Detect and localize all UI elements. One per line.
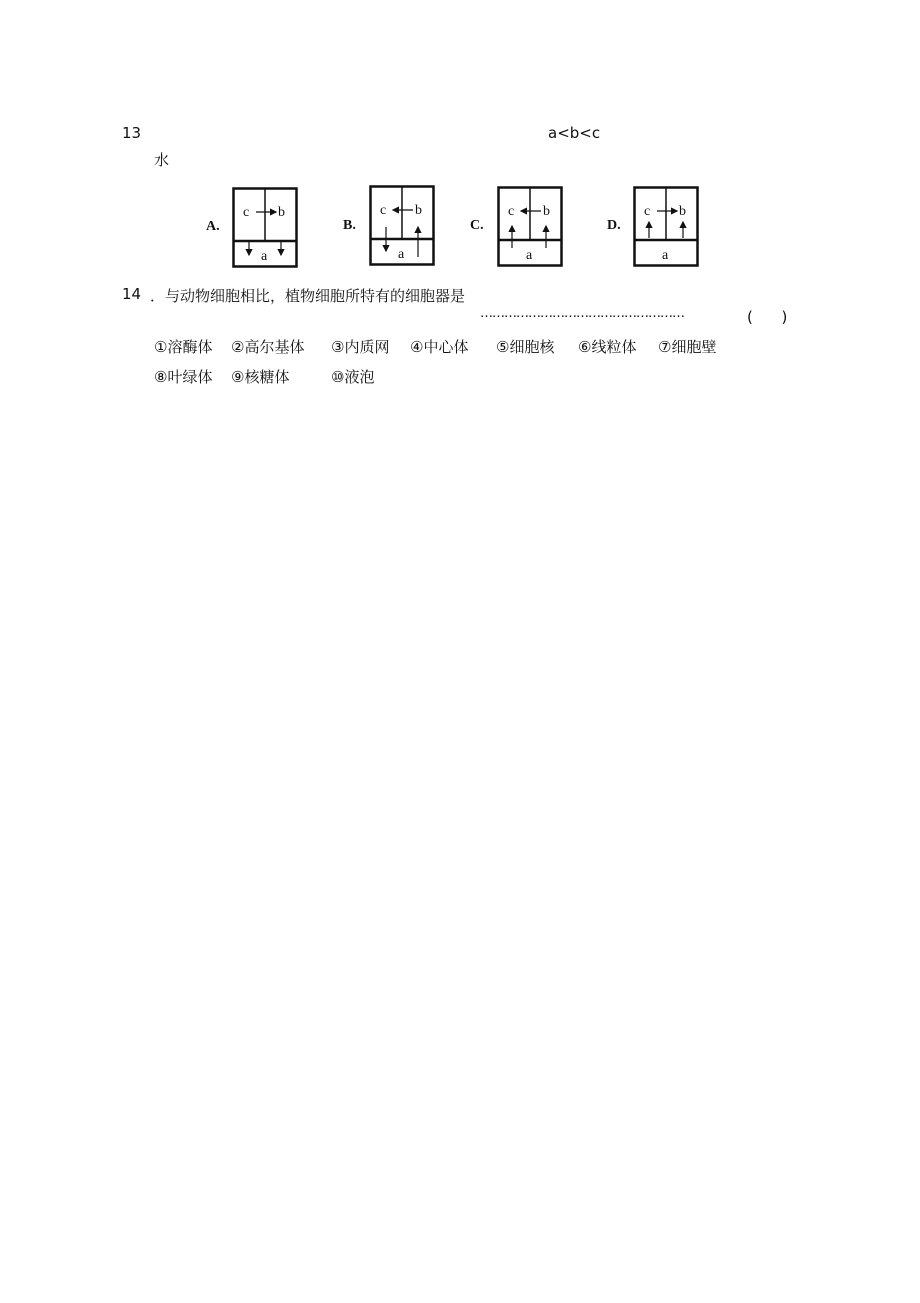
q14-choice-1: ①溶酶体: [154, 338, 213, 356]
q14-choice-4: ④中心体: [410, 338, 469, 356]
option-d-label: D.: [607, 218, 621, 233]
q14-choice-6: ⑥线粒体: [578, 338, 637, 356]
q14-choice-5: ⑤细胞核: [496, 338, 555, 356]
q14-choice-3: ③内质网: [331, 338, 390, 356]
option-b-cell-b: b: [415, 203, 422, 218]
option-d-diagram: [633, 186, 701, 272]
option-c-cell-b: b: [543, 204, 550, 219]
q13-number: 13: [122, 124, 142, 142]
q14-answer-bracket: ( ): [747, 308, 788, 326]
option-d-cell-c: c: [644, 204, 651, 219]
option-c-cell-a: a: [526, 248, 533, 263]
q14-choice-2: ②高尔基体: [231, 338, 305, 356]
option-c-label: C.: [470, 218, 484, 233]
option-b-cell-c: c: [380, 203, 387, 218]
option-a-cell-c: c: [243, 205, 250, 220]
q14-choice-10: ⑩液泡: [331, 368, 375, 386]
q14-choice-9: ⑨核糖体: [231, 368, 290, 386]
option-a-cell-b: b: [278, 205, 285, 220]
option-a-diagram: [232, 187, 300, 273]
q14-number: 14: [122, 285, 142, 303]
option-b-diagram: [369, 185, 437, 271]
q14-choice-8: ⑧叶绿体: [154, 368, 213, 386]
q13-stray-char: 水: [154, 151, 170, 169]
option-a-cell-a: a: [261, 249, 268, 264]
q14-stem: ．与动物细胞相比，植物细胞所特有的细胞器是: [150, 287, 466, 305]
option-c-cell-c: c: [508, 204, 515, 219]
option-d-cell-b: b: [679, 204, 686, 219]
option-b-cell-a: a: [398, 247, 405, 262]
option-d-cell-a: a: [662, 248, 669, 263]
option-c-diagram: [497, 186, 565, 272]
option-b-label: B.: [343, 218, 356, 233]
q14-leader-dots: ……………………………………………: [480, 306, 684, 321]
q14-choice-7: ⑦细胞壁: [658, 338, 717, 356]
q13-relation: a<b<c: [548, 124, 601, 142]
option-a-label: A.: [206, 219, 220, 234]
